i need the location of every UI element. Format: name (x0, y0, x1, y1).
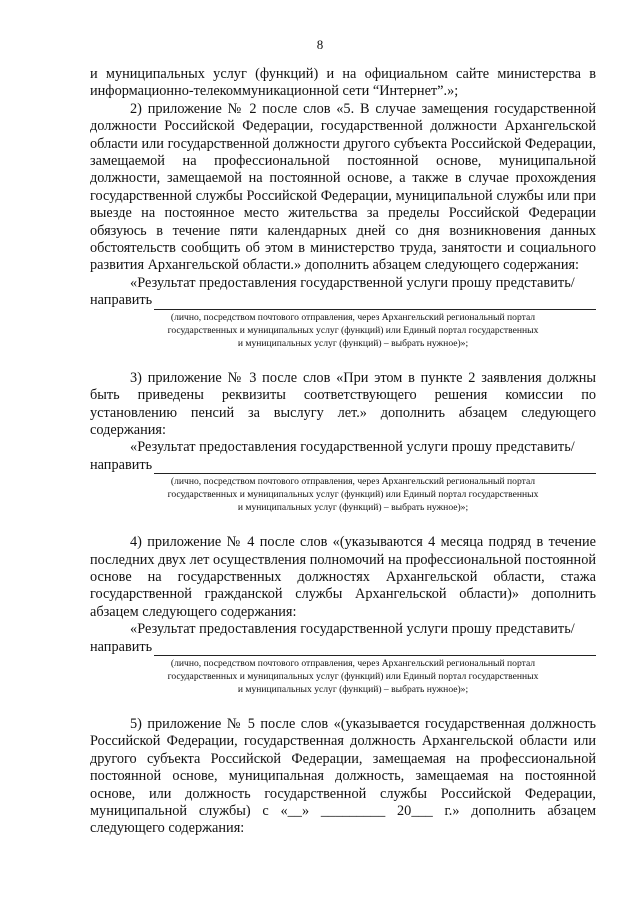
document-body (90, 66, 596, 838)
note-line: государственных и муниципальных услуг (функций) или Единый портал государственных (167, 489, 539, 501)
napravit-label-1: направить (90, 292, 153, 309)
note-line: государственных и муниципальных услуг (функций) или Единый портал государственных (167, 670, 539, 682)
fill-line-2 (90, 457, 596, 474)
fill-line-3 (90, 639, 596, 656)
paragraph-item-2: 2) приложение № 2 после слов «5. В случае замещения государственной должности Российской Федерации, государственной должности Архангельской области или государственной должности другого субъекта Российской Федерации, замещаемой на профессиональной постоянной основе, муниципальной должности, замещаемой на постоянной основе, а также в случае прохождения государственной службы Российской Федерации, муниципальной службы или при выезде на постоянное место жительства за пределы Российской Федерации обязуюсь в течение пяти календарных дней со дня возникновения данных обстоятельств сообщить об этом в министерство труда, занятости и социального развития Архангельской области.» дополнить абзацем следующего содержания: (90, 100, 596, 274)
insert-quote-1: «Результат предоставления государственной услуги прошу представить/ (130, 274, 575, 291)
insert-note-2 (90, 475, 596, 514)
note-line: и муниципальных услуг (функций) – выбрать нужное)»; (237, 502, 469, 514)
blank-rule-1 (154, 297, 596, 310)
spacer (90, 350, 596, 370)
note-line: государственных и муниципальных услуг (функций) или Единый портал государственных (167, 324, 539, 336)
note-line: (лично, посредством почтового отправления, через Архангельский региональный портал (170, 476, 536, 488)
paragraph-item-4: 4) приложение № 4 после слов «(указываются 4 месяца подряд в течение последних двух лет осуществления полномочий на профессиональной постоянной основе на государственных должностях Архангельской области, стажа государственной гражданской службы Архангельской области)» дополнить абзацем следующего содержания: (90, 534, 596, 620)
napravit-label-3: направить (90, 638, 153, 655)
paragraph-item-5: 5) приложение № 5 после слов «(указывается государственная должность Российской Федерации, государственная должность Архангельской области или другого субъекта Российской Федерации, замещаемая на профессиональной постоянной основе, муниципальная должность, замещаемая на постоянной основе, или должность государственной службы Российской Федерации, муниципальной службы) с «__» _________ 20___ г.» дополнить абзацем следующего содержания: (90, 715, 596, 837)
paragraph-item-3: 3) приложение № 3 после слов «При этом в пункте 2 заявления должны быть приведены реквизиты соответствующего решения комиссии по установлению пенсий за выслугу лет.» дополнить абзацем следующего содержания: (90, 369, 596, 438)
blank-rule-2 (154, 461, 596, 474)
note-line: и муниципальных услуг (функций) – выбрать нужное)»; (237, 683, 469, 695)
spacer (90, 514, 596, 534)
fill-line-1 (90, 292, 596, 309)
spacer (90, 696, 596, 716)
note-line: и муниципальных услуг (функций) – выбрать нужное)»; (237, 337, 469, 349)
insert-note-1 (90, 311, 596, 350)
blank-rule-3 (154, 643, 596, 656)
insert-note-3 (90, 657, 596, 696)
napravit-label-2: направить (90, 456, 153, 473)
page-number: 8 (316, 37, 324, 52)
paragraph-continuation: и муниципальных услуг (функций) и на официальном сайте министерства в информационно-телекоммуникационной сети “Интернет”.»; (90, 66, 596, 100)
note-line: (лично, посредством почтового отправления, через Архангельский региональный портал (170, 657, 536, 669)
note-line: (лично, посредством почтового отправления, через Архангельский региональный портал (170, 311, 536, 323)
insert-quote-3: «Результат предоставления государственной услуги прошу представить/ (130, 621, 575, 638)
insert-quote-2: «Результат предоставления государственной услуги прошу представить/ (130, 439, 575, 456)
